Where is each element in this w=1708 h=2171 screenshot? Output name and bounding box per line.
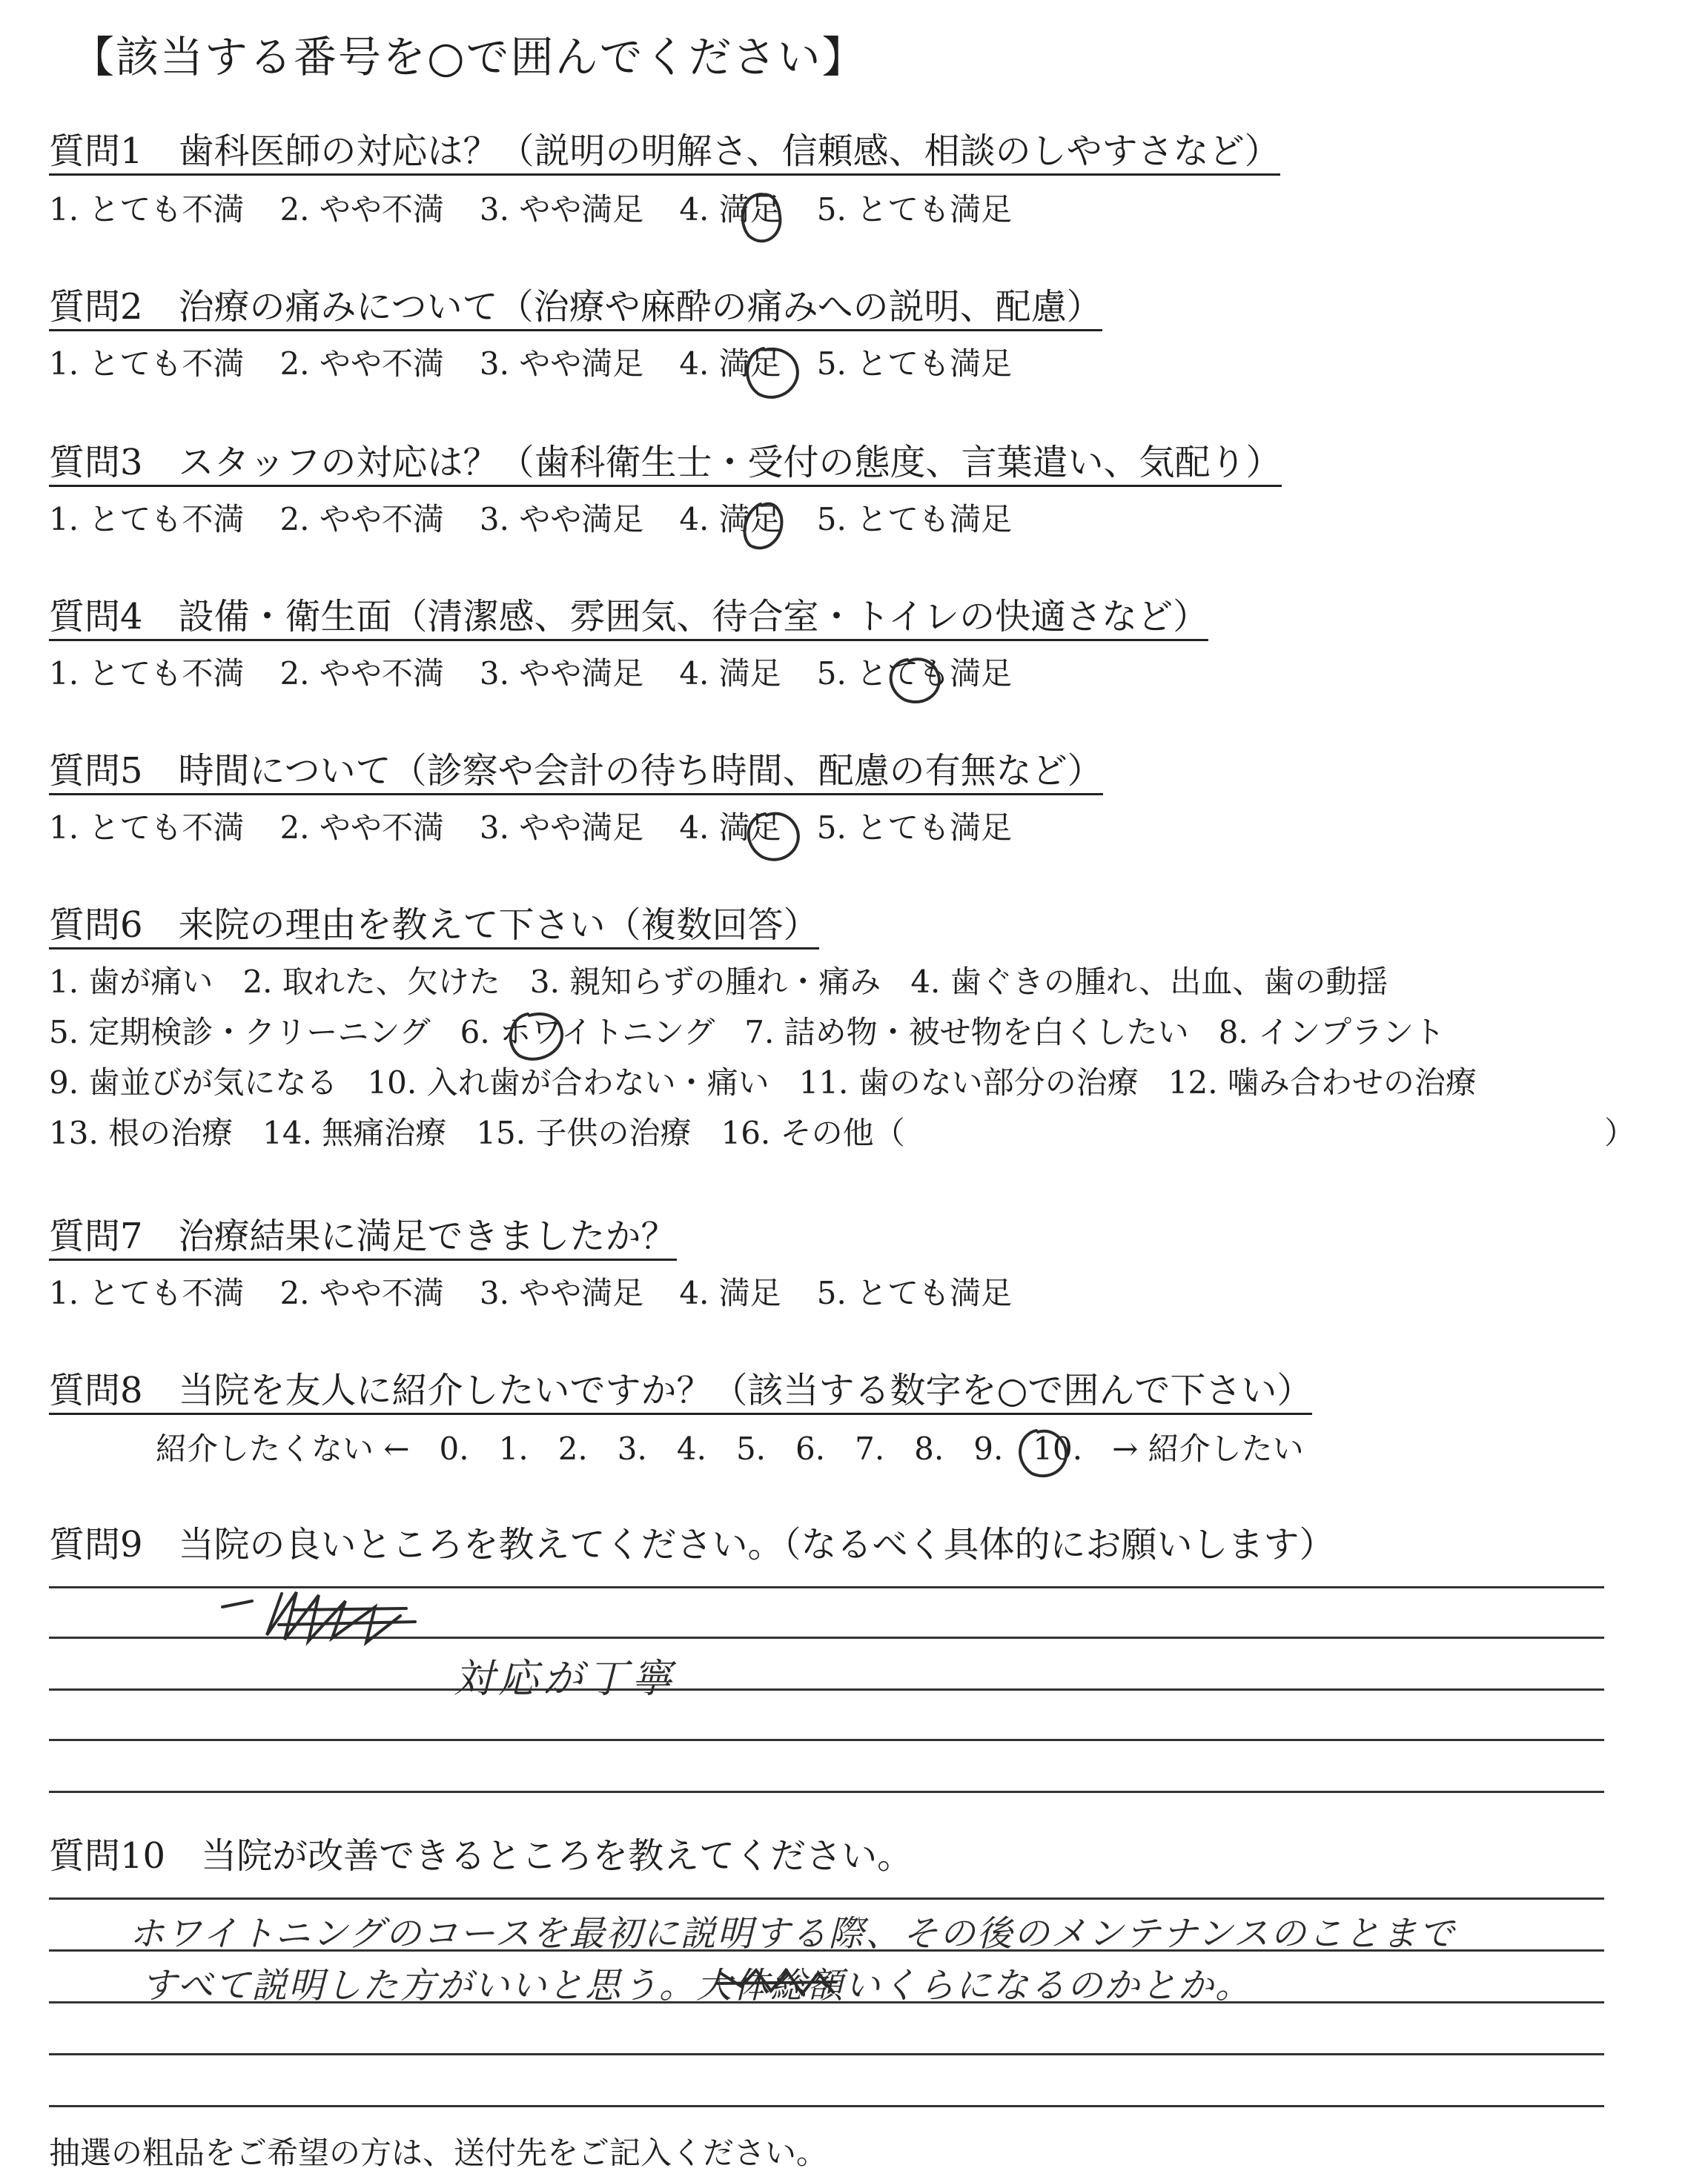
circle-mark-q6 bbox=[511, 1014, 562, 1059]
reason-option[interactable]: 13. 根の治療 bbox=[49, 1115, 234, 1151]
reason-option[interactable]: 5. 定期検診・クリーニング bbox=[49, 1014, 431, 1050]
reason-option[interactable]: 16. その他（ bbox=[721, 1115, 905, 1151]
question-4-title: 質問4 設備・衛生面（清潔感、雰囲気、待合室・トイレの快適さなど） bbox=[49, 599, 1208, 641]
option-4[interactable]: 4. 満足 bbox=[679, 191, 781, 228]
scale-option[interactable]: 7. bbox=[855, 1431, 885, 1467]
option-4[interactable]: 4. 満足 bbox=[679, 501, 781, 537]
reason-option[interactable]: 15. 子供の治療 bbox=[476, 1115, 692, 1151]
question-7-title: 質問7 治療結果に満足できましたか？ bbox=[49, 1219, 677, 1261]
scale-option[interactable]: 1. bbox=[498, 1431, 529, 1467]
reason-option[interactable]: 6. ホワイトニング bbox=[460, 1014, 715, 1050]
reason-option[interactable]: 10. 入れ歯が合わない・痛い bbox=[367, 1064, 769, 1101]
reason-option[interactable]: 11. 歯のない部分の治療 bbox=[798, 1064, 1139, 1101]
option-3[interactable]: 3. やや満足 bbox=[479, 501, 644, 537]
question-2-title: 質問2 治療の痛みについて（治療や麻酔の痛みへの説明、配慮） bbox=[49, 289, 1102, 331]
option-4[interactable]: 4. 満足 bbox=[679, 1275, 781, 1311]
option-2[interactable]: 2. やや不満 bbox=[279, 1275, 444, 1311]
option-2[interactable]: 2. やや不満 bbox=[279, 191, 444, 228]
other-close-paren: ） bbox=[1604, 1115, 1636, 1151]
option-2[interactable]: 2. やや不満 bbox=[279, 345, 444, 382]
option-1[interactable]: 1. とても不満 bbox=[49, 809, 245, 846]
page-heading: 【該当する番号を○で囲んでください】 bbox=[71, 32, 867, 82]
option-1[interactable]: 1. とても不満 bbox=[49, 501, 245, 537]
option-1[interactable]: 1. とても不満 bbox=[49, 1275, 245, 1311]
scale-option[interactable]: 3. bbox=[617, 1431, 647, 1467]
reason-option[interactable]: 8. インプラント bbox=[1218, 1014, 1446, 1050]
circle-mark-q1 bbox=[743, 194, 781, 241]
scale-option[interactable]: 10. bbox=[1033, 1431, 1083, 1467]
option-3[interactable]: 3. やや満足 bbox=[479, 809, 644, 846]
scale-option[interactable]: 4. bbox=[676, 1431, 706, 1467]
option-1[interactable]: 1. とても不満 bbox=[49, 191, 245, 228]
option-3[interactable]: 3. やや満足 bbox=[479, 1275, 644, 1311]
option-5[interactable]: 5. とても満足 bbox=[816, 655, 1013, 692]
reason-option[interactable]: 3. 親知らずの腫れ・痛み bbox=[529, 964, 881, 1000]
question-10-title: 質問10 当院が改善できるところを教えてください。 bbox=[49, 1835, 913, 1877]
question-3-title: 質問3 スタッフの対応は？（歯科衛生士・受付の態度、言葉遣い、気配り） bbox=[49, 445, 1282, 487]
question-1-title: 質問1 歯科医師の対応は？（説明の明解さ、信頼感、相談のしやすさなど） bbox=[49, 133, 1280, 176]
option-3[interactable]: 3. やや満足 bbox=[479, 345, 644, 382]
option-5[interactable]: 5. とても満足 bbox=[816, 191, 1013, 228]
option-5[interactable]: 5. とても満足 bbox=[816, 1275, 1013, 1311]
circle-mark-q8 bbox=[1020, 1431, 1066, 1476]
option-1[interactable]: 1. とても不満 bbox=[49, 345, 245, 382]
option-2[interactable]: 2. やや不満 bbox=[279, 655, 444, 692]
option-4[interactable]: 4. 満足 bbox=[679, 655, 781, 692]
scribble-mark bbox=[718, 1970, 836, 1994]
scale-left-label: 紹介したくない ← bbox=[156, 1431, 410, 1467]
option-2[interactable]: 2. やや不満 bbox=[279, 501, 444, 537]
reason-option[interactable]: 7. 詰め物・被せ物を白くしたい bbox=[744, 1014, 1189, 1050]
option-3[interactable]: 3. やや満足 bbox=[479, 655, 644, 692]
circle-mark-q5 bbox=[749, 814, 798, 860]
option-4[interactable]: 4. 満足 bbox=[679, 345, 781, 382]
reason-option[interactable]: 4. 歯ぐきの腫れ、出血、歯の動揺 bbox=[910, 964, 1388, 1000]
scale-right-label: → 紹介したい bbox=[1112, 1431, 1304, 1467]
reason-option[interactable]: 2. 取れた、欠けた bbox=[242, 964, 500, 1000]
question-6-title: 質問6 来院の理由を教えて下さい（複数回答） bbox=[49, 907, 819, 949]
scale-option[interactable]: 0. bbox=[439, 1431, 469, 1467]
scale-option[interactable]: 8. bbox=[914, 1431, 944, 1467]
circle-mark-q4 bbox=[891, 659, 939, 702]
footer-partial-text: 抽選の粗品をご希望の方は、送付先をご記入ください。 bbox=[49, 2135, 828, 2171]
scribble-mark bbox=[222, 1592, 415, 1643]
scale-option[interactable]: 2. bbox=[557, 1431, 588, 1467]
question-8-title: 質問8 当院を友人に紹介したいですか？（該当する数字を○で囲んで下さい） bbox=[49, 1373, 1312, 1415]
reason-option[interactable]: 14. 無痛治療 bbox=[262, 1115, 447, 1151]
circle-mark-q2 bbox=[747, 348, 798, 397]
scale-option[interactable]: 9. bbox=[973, 1431, 1004, 1467]
option-5[interactable]: 5. とても満足 bbox=[816, 501, 1013, 537]
reason-option[interactable]: 1. 歯が痛い bbox=[49, 964, 214, 1000]
option-2[interactable]: 2. やや不満 bbox=[279, 809, 444, 846]
scale-option[interactable]: 6. bbox=[795, 1431, 826, 1467]
circle-mark-q3 bbox=[744, 504, 781, 548]
q9-handwritten-answer[interactable]: 対応が丁寧 bbox=[454, 1655, 676, 1702]
reason-option[interactable]: 9. 歯並びが気になる bbox=[49, 1064, 338, 1101]
option-4[interactable]: 4. 満足 bbox=[679, 809, 781, 846]
option-3[interactable]: 3. やや満足 bbox=[479, 191, 644, 228]
q10-handwritten-answer-line-2[interactable]: すべて説明した方がいいと思う。大体総額いくらになるのかとか。 bbox=[141, 1965, 1253, 2006]
question-5-title: 質問5 時間について（診察や会計の待ち時間、配慮の有無など） bbox=[49, 753, 1103, 795]
scale-option[interactable]: 5. bbox=[735, 1431, 767, 1467]
option-5[interactable]: 5. とても満足 bbox=[816, 809, 1013, 846]
question-9-title: 質問9 当院の良いところを教えてください。（なるべく具体的にお願いします） bbox=[49, 1524, 1335, 1565]
reason-option[interactable]: 12. 噛み合わせの治療 bbox=[1168, 1064, 1477, 1101]
option-1[interactable]: 1. とても不満 bbox=[49, 655, 245, 692]
option-5[interactable]: 5. とても満足 bbox=[816, 345, 1013, 382]
q10-handwritten-answer-line-1[interactable]: ホワイトニングのコースを最初に説明する際、その後のメンテナンスのことまで bbox=[129, 1913, 1456, 1955]
